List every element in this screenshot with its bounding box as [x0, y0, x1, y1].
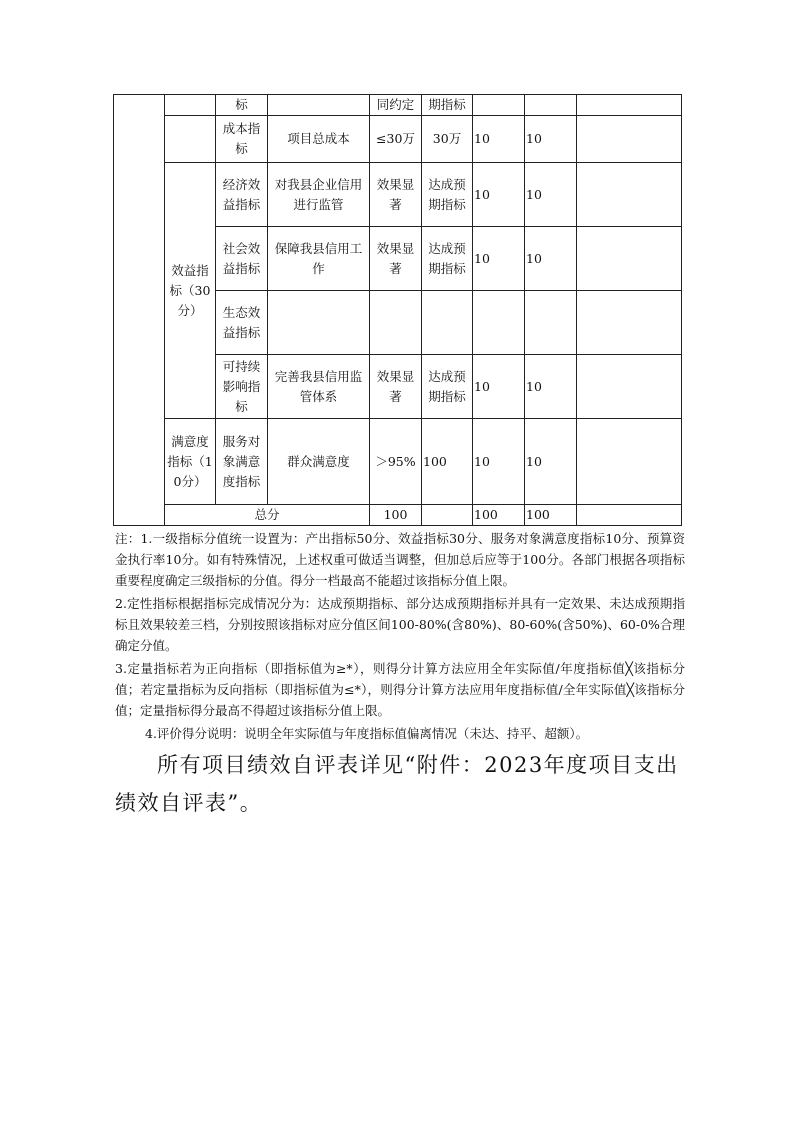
actual-cell: 100 — [422, 419, 473, 505]
reason-cell — [577, 95, 682, 116]
reason-cell — [577, 355, 682, 419]
weight-cell — [473, 291, 525, 355]
score-cell: 10 — [525, 163, 577, 227]
level3-cell: 成本指标 — [216, 116, 268, 163]
target-cell — [370, 291, 422, 355]
score-cell: 10 — [525, 227, 577, 291]
reason-cell — [577, 116, 682, 163]
reason-cell — [577, 419, 682, 505]
actual-cell — [422, 291, 473, 355]
level2-cell — [165, 116, 216, 163]
actual-cell: 达成预期指标 — [422, 355, 473, 419]
weight-cell: 10 — [473, 419, 525, 505]
level3-cell: 服务对象满意度指标 — [216, 419, 268, 505]
total-label: 总分 — [165, 505, 370, 526]
note-4: 4.评价得分说明：说明全年实际值与年度指标值偏离情况（未达、持平、超额）。 — [145, 726, 589, 741]
weight-cell: 10 — [473, 163, 525, 227]
content-cell: 项目总成本 — [268, 116, 370, 163]
weight-cell — [473, 95, 525, 116]
content-cell: 群众满意度 — [268, 419, 370, 505]
target-cell: 效果显著 — [370, 163, 422, 227]
score-cell — [525, 95, 577, 116]
target-cell: ≤30万 — [370, 116, 422, 163]
note-1: 注：1.一级指标分值统一设置为：产出指标50分、效益指标30分、服务对象满意度指标10分、预算资金执行率10分。如有特殊情况，上述权重可做适当调整，但加总后应等于100分。各部门根据各项指标重要程度确定三级指标的分值。得分一档最高不能超过该指标分值上限。 — [115, 531, 685, 588]
table-row — [114, 95, 682, 116]
target-cell: 效果显著 — [370, 227, 422, 291]
total-score: 100 — [525, 505, 577, 526]
level1-cell — [114, 95, 165, 526]
reason-cell — [577, 291, 682, 355]
weight-cell: 10 — [473, 116, 525, 163]
table-row — [114, 116, 682, 163]
actual-cell: 达成预期指标 — [422, 163, 473, 227]
content-cell: 保障我县信用工作 — [268, 227, 370, 291]
level2-satisfaction-cell: 满意度指标（10分） — [165, 419, 216, 505]
score-cell — [525, 291, 577, 355]
level2-cell — [165, 95, 216, 116]
note-2: 2.定性指标根据指标完成情况分为：达成预期指标、部分达成预期指标并具有一定效果、未达成预期指标且效果较差三档，分别按照该指标对应分值区间100-80%(含80%)、80-60%(含50%)、60-0%合理确定分值。 — [115, 596, 685, 653]
total-weight: 100 — [473, 505, 525, 526]
actual-cell: 期指标 — [422, 95, 473, 116]
weight-cell: 10 — [473, 227, 525, 291]
table-row — [114, 163, 682, 227]
score-cell: 10 — [525, 419, 577, 505]
level3-cell: 社会效益指标 — [216, 227, 268, 291]
reason-cell — [577, 227, 682, 291]
closing-paragraph — [115, 746, 690, 822]
actual-cell: 达成预期指标 — [422, 227, 473, 291]
total-target: 100 — [370, 505, 422, 526]
score-cell: 10 — [525, 116, 577, 163]
score-cell: 10 — [525, 355, 577, 419]
target-cell: 效果显著 — [370, 355, 422, 419]
content-cell — [268, 291, 370, 355]
actual-cell: 30万 — [422, 116, 473, 163]
performance-table — [113, 94, 682, 526]
level3-cell: 生态效益指标 — [216, 291, 268, 355]
note-3: 3.定量指标若为正向指标（即指标值为≥*），则得分计算方法应用全年实际值/年度指标值╳该指标分值；若定量指标为反向指标（即指标值为≤*），则得分计算方法应用年度指标值/全年实际值╳该指标分值；定量指标得分最高不得超过该指标分值上限。 — [115, 661, 685, 718]
total-reason — [577, 505, 682, 526]
content-cell: 完善我县信用监管体系 — [268, 355, 370, 419]
total-actual — [422, 505, 473, 526]
level3-cell: 经济效益指标 — [216, 163, 268, 227]
target-cell: ＞95% — [370, 419, 422, 505]
table-notes — [115, 528, 685, 746]
level3-cell: 可持续影响指标 — [216, 355, 268, 419]
closing-text: 所有项目绩效自评表详见“附件：2023年度项目支出绩效自评表”。 — [115, 753, 679, 815]
level3-cell: 标 — [216, 95, 268, 116]
content-cell: 对我县企业信用进行监管 — [268, 163, 370, 227]
target-cell: 同约定 — [370, 95, 422, 116]
weight-cell: 10 — [473, 355, 525, 419]
total-row — [114, 505, 682, 526]
reason-cell — [577, 163, 682, 227]
level2-benefit-cell: 效益指标（30分） — [165, 163, 216, 419]
table-row — [114, 419, 682, 505]
content-cell — [268, 95, 370, 116]
